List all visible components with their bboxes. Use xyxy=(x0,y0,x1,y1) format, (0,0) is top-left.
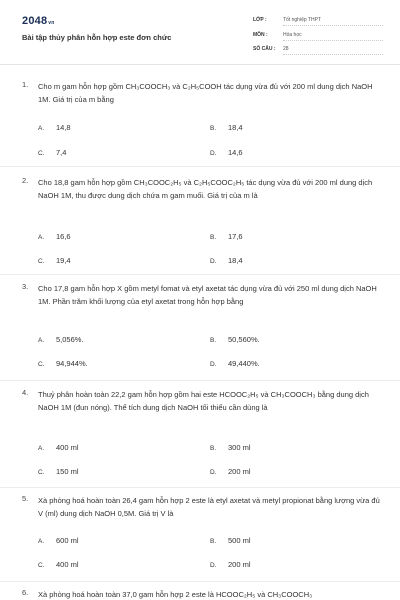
question-3 xyxy=(22,282,382,368)
option-value: 5,056%. xyxy=(56,335,84,344)
option-b[interactable] xyxy=(210,536,251,545)
meta-value: Tốt nghiệp THPT xyxy=(283,17,383,26)
page-title: Bài tập thủy phân hỗn hợp este đơn chức xyxy=(22,33,172,42)
option-value: 50,560%. xyxy=(228,335,260,344)
option-label: D. xyxy=(210,469,217,476)
document-header xyxy=(0,0,400,62)
option-c[interactable] xyxy=(38,359,88,368)
question-text: Cho 18,8 gam hỗn hợp gồm CH₃COOC₂H₅ và C₂H₅COOC₂H₅ tác dụng vừa đủ với 200 ml dung dịch NaOH 1M, thu được dung dịch chứa m gam muối. Giá trị của m là xyxy=(38,178,373,200)
option-value: 7,4 xyxy=(56,148,67,157)
question-2 xyxy=(22,176,382,265)
question-number: 4. xyxy=(22,388,29,397)
question-number: 5. xyxy=(22,494,29,503)
option-label: A. xyxy=(38,538,45,545)
meta-value: Hóa học xyxy=(283,32,383,41)
question-divider xyxy=(0,380,400,381)
question-1 xyxy=(22,80,382,157)
option-label: A. xyxy=(38,125,45,132)
meta-row-class xyxy=(253,17,383,26)
meta-key: LỚP : xyxy=(253,17,267,23)
option-label: A. xyxy=(38,337,45,344)
option-d[interactable] xyxy=(210,256,243,265)
option-a[interactable] xyxy=(38,123,71,132)
option-value: 150 ml xyxy=(56,467,79,476)
question-text: Xà phòng hoá hoàn toàn 37,0 gam hỗn hợp 2 este là HCOOC₂H₅ và CH₃COOCH₃ xyxy=(38,590,313,599)
option-a[interactable] xyxy=(38,232,71,241)
option-d[interactable] xyxy=(210,359,260,368)
option-a[interactable] xyxy=(38,335,84,344)
option-label: B. xyxy=(210,125,217,132)
option-label: C. xyxy=(38,361,45,368)
option-d[interactable] xyxy=(210,148,243,157)
meta-key: SỐ CÂU : xyxy=(253,46,276,52)
option-label: A. xyxy=(38,234,45,241)
option-value: 17,6 xyxy=(228,232,243,241)
option-c[interactable] xyxy=(38,256,71,265)
question-text: Xà phòng hoá hoàn toàn 26,4 gam hỗn hợp 2 este là etyl axetat và metyl propionat bằng lượng vừa đủ V (ml) dung dịch NaOH 0,5M. Giá trị V là xyxy=(38,496,380,518)
option-label: C. xyxy=(38,469,45,476)
meta-value: 28 xyxy=(283,46,383,55)
option-value: 600 ml xyxy=(56,536,79,545)
option-label: A. xyxy=(38,445,45,452)
question-number: 3. xyxy=(22,282,29,291)
logo-text: 2048 xyxy=(22,15,48,27)
question-number: 1. xyxy=(22,80,29,89)
option-a[interactable] xyxy=(38,443,79,452)
question-number: 2. xyxy=(22,176,29,185)
option-d[interactable] xyxy=(210,467,251,476)
question-number: 6. xyxy=(22,588,29,597)
question-4 xyxy=(22,388,382,476)
meta-row-count xyxy=(253,46,383,55)
option-c[interactable] xyxy=(38,467,79,476)
option-value: 400 ml xyxy=(56,560,79,569)
meta-row-subject xyxy=(253,32,383,41)
question-divider xyxy=(0,487,400,488)
question-divider xyxy=(0,166,400,167)
option-value: 14,8 xyxy=(56,123,71,132)
option-value: 16,6 xyxy=(56,232,71,241)
option-c[interactable] xyxy=(38,148,66,157)
question-6 xyxy=(22,588,382,600)
site-logo[interactable] xyxy=(22,15,55,27)
option-value: 400 ml xyxy=(56,443,79,452)
option-a[interactable] xyxy=(38,536,79,545)
option-b[interactable] xyxy=(210,443,251,452)
option-value: 19,4 xyxy=(56,256,71,265)
question-text: Cho 17,8 gam hỗn hợp X gồm metyl fomat và etyl axetat tác dụng vừa đủ với 250 ml dung dịch NaOH 1M. Phần trăm khối lượng của etyl axetat trong hỗn hợp bằng xyxy=(38,284,377,306)
question-divider xyxy=(0,274,400,275)
option-c[interactable] xyxy=(38,560,79,569)
option-label: B. xyxy=(210,445,217,452)
option-value: 300 ml xyxy=(228,443,251,452)
meta-key: MÔN : xyxy=(253,32,268,38)
option-b[interactable] xyxy=(210,232,243,241)
option-b[interactable] xyxy=(210,123,243,132)
option-d[interactable] xyxy=(210,560,251,569)
option-value: 500 ml xyxy=(228,536,251,545)
option-label: D. xyxy=(210,150,217,157)
option-label: C. xyxy=(38,562,45,569)
option-label: D. xyxy=(210,361,217,368)
option-label: C. xyxy=(38,258,45,265)
option-value: 18,4 xyxy=(228,256,243,265)
option-label: C. xyxy=(38,150,45,157)
option-label: B. xyxy=(210,234,217,241)
header-divider xyxy=(0,64,400,65)
option-label: B. xyxy=(210,337,217,344)
option-label: D. xyxy=(210,258,217,265)
question-divider xyxy=(0,581,400,582)
option-value: 94,944%. xyxy=(56,359,88,368)
question-text: Thuỷ phân hoàn toàn 22,2 gam hỗn hợp gồm hai este HCOOC₂H₅ và CH₃COOCH₃ bằng dung dịch NaOH 1M (đun nóng). Thể tích dung dịch NaOH tối thiểu cần dùng là xyxy=(38,390,369,412)
option-label: D. xyxy=(210,562,217,569)
option-value: 200 ml xyxy=(228,467,251,476)
option-value: 200 ml xyxy=(228,560,251,569)
question-text: Cho m gam hỗn hợp gồm CH₃COOCH₃ và C₂H₅COOH tác dụng vừa đủ với 200 ml dung dịch NaOH 1M. Giá trị của m bằng xyxy=(38,82,373,104)
option-b[interactable] xyxy=(210,335,260,344)
option-value: 14,6 xyxy=(228,148,243,157)
option-value: 18,4 xyxy=(228,123,243,132)
option-label: B. xyxy=(210,538,217,545)
option-value: 49,440%. xyxy=(228,359,260,368)
logo-suffix: vn xyxy=(48,20,55,26)
question-5 xyxy=(22,494,382,569)
